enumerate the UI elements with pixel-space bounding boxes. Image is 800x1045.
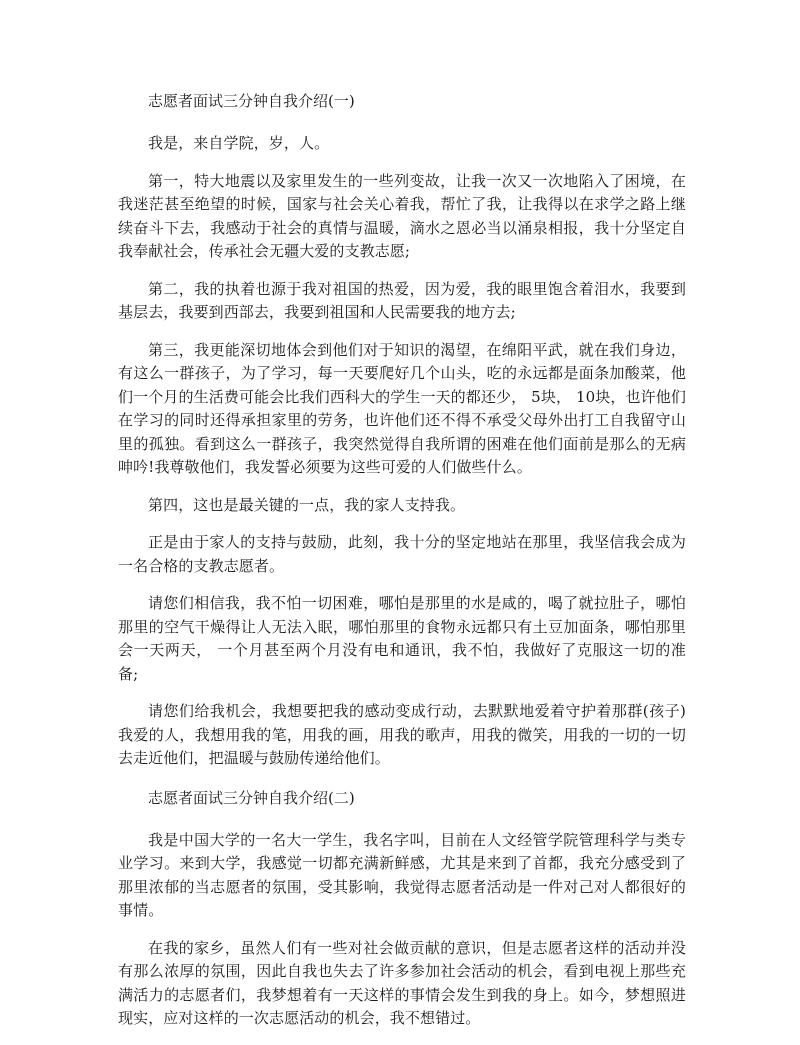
section-1-paragraph-6: 正是由于家人的支持与鼓励，此刻，我十分的坚定地站在那里，我坚信我会成为一名合格的支教志愿者。 — [118, 533, 686, 575]
section-1-paragraph-5: 第四，这也是最关键的一点，我的家人支持我。 — [148, 495, 466, 514]
section-2-title: 志愿者面试三分钟自我介绍(二) — [148, 788, 355, 807]
section-2-paragraph-2: 在我的家乡，虽然人们有一些对社会做贡献的意识，但是志愿者这样的活动并没有那么浓厚的氛围，因此自我也失去了许多参加社会活动的机会，看到电视上那些充满活力的志愿者们，我梦想着有一天这样的事情会发生到我的身上。如今，梦想照进现实，应对这样的一次志愿活动的机会，我不想错过。 — [118, 938, 686, 1027]
section-1-paragraph-8: 请您们给我机会，我想要把我的感动变成行动，去默默地爱着守护着那群(孩子)我爱的人，我想用我的笔，用我的画，用我的歌声，用我的微笑，用我的一切的一切去走近他们，把温暖与鼓励传递给他们。 — [118, 702, 686, 767]
section-1-paragraph-4: 第三，我更能深切地体会到他们对于知识的渴望，在绵阳平武，就在我们身边，有这么一群孩子，为了学习，每一天要爬好几个山头，吃的永远都是面条加酸菜，他们一个月的生活费可能会比我们西科大的学生一天的都还少， 5块， 10块，也许他们在学习的同时还得承担家里的劳务，也许他们还不得不承受父母外出打工自我留守山里的孤独。看到这么一群孩子，我突然觉得自我所谓的困难在他们面前是那么的无病呻吟!我尊敬他们，我发誓必须要为这些可爱的人们做些什么。 — [118, 340, 686, 476]
section-1-paragraph-2: 第一，特大地震以及家里发生的一些列变故，让我一次又一次地陷入了困境，在我迷茫甚至绝望的时候，国家与社会关心着我，帮忙了我，让我得以在求学之路上继续奋斗下去，我感动于社会的真情与温暖，滴水之恩必当以涌泉相报，我十分坚定自我奉献社会，传承社会无疆大爱的支教志愿; — [118, 171, 686, 260]
section-1-title: 志愿者面试三分钟自我介绍(一) — [148, 92, 355, 110]
section-1-paragraph-7: 请您们相信我，我不怕一切困难，哪怕是那里的水是咸的，喝了就拉肚子，哪怕那里的空气干燥得让人无法入眠，哪怕那里的食物永远都只有土豆加面条，哪怕那里会一天两天， 一个月甚至两个月没有电和通讯，我不怕，我做好了克服这一切的准备; — [118, 594, 686, 683]
section-2-paragraph-1: 我是中国大学的一名大一学生，我名字叫，目前在人文经管学院管理科学与类专业学习。来到大学，我感觉一切都充满新鲜感，尤其是来到了首都，我充分感受到了那里浓郁的当志愿者的氛围，受其影响，我觉得志愿者活动是一件对己对人都很好的事情。 — [118, 830, 686, 919]
document-page — [118, 88, 686, 1045]
section-1-paragraph-3: 第二，我的执着也源于我对祖国的热爱，因为爱，我的眼里饱含着泪水，我要到基层去，我要到西部去，我要到祖国和人民需要我的地方去; — [118, 279, 686, 321]
section-1-paragraph-1: 我是，来自学院，岁，人。 — [148, 134, 330, 152]
